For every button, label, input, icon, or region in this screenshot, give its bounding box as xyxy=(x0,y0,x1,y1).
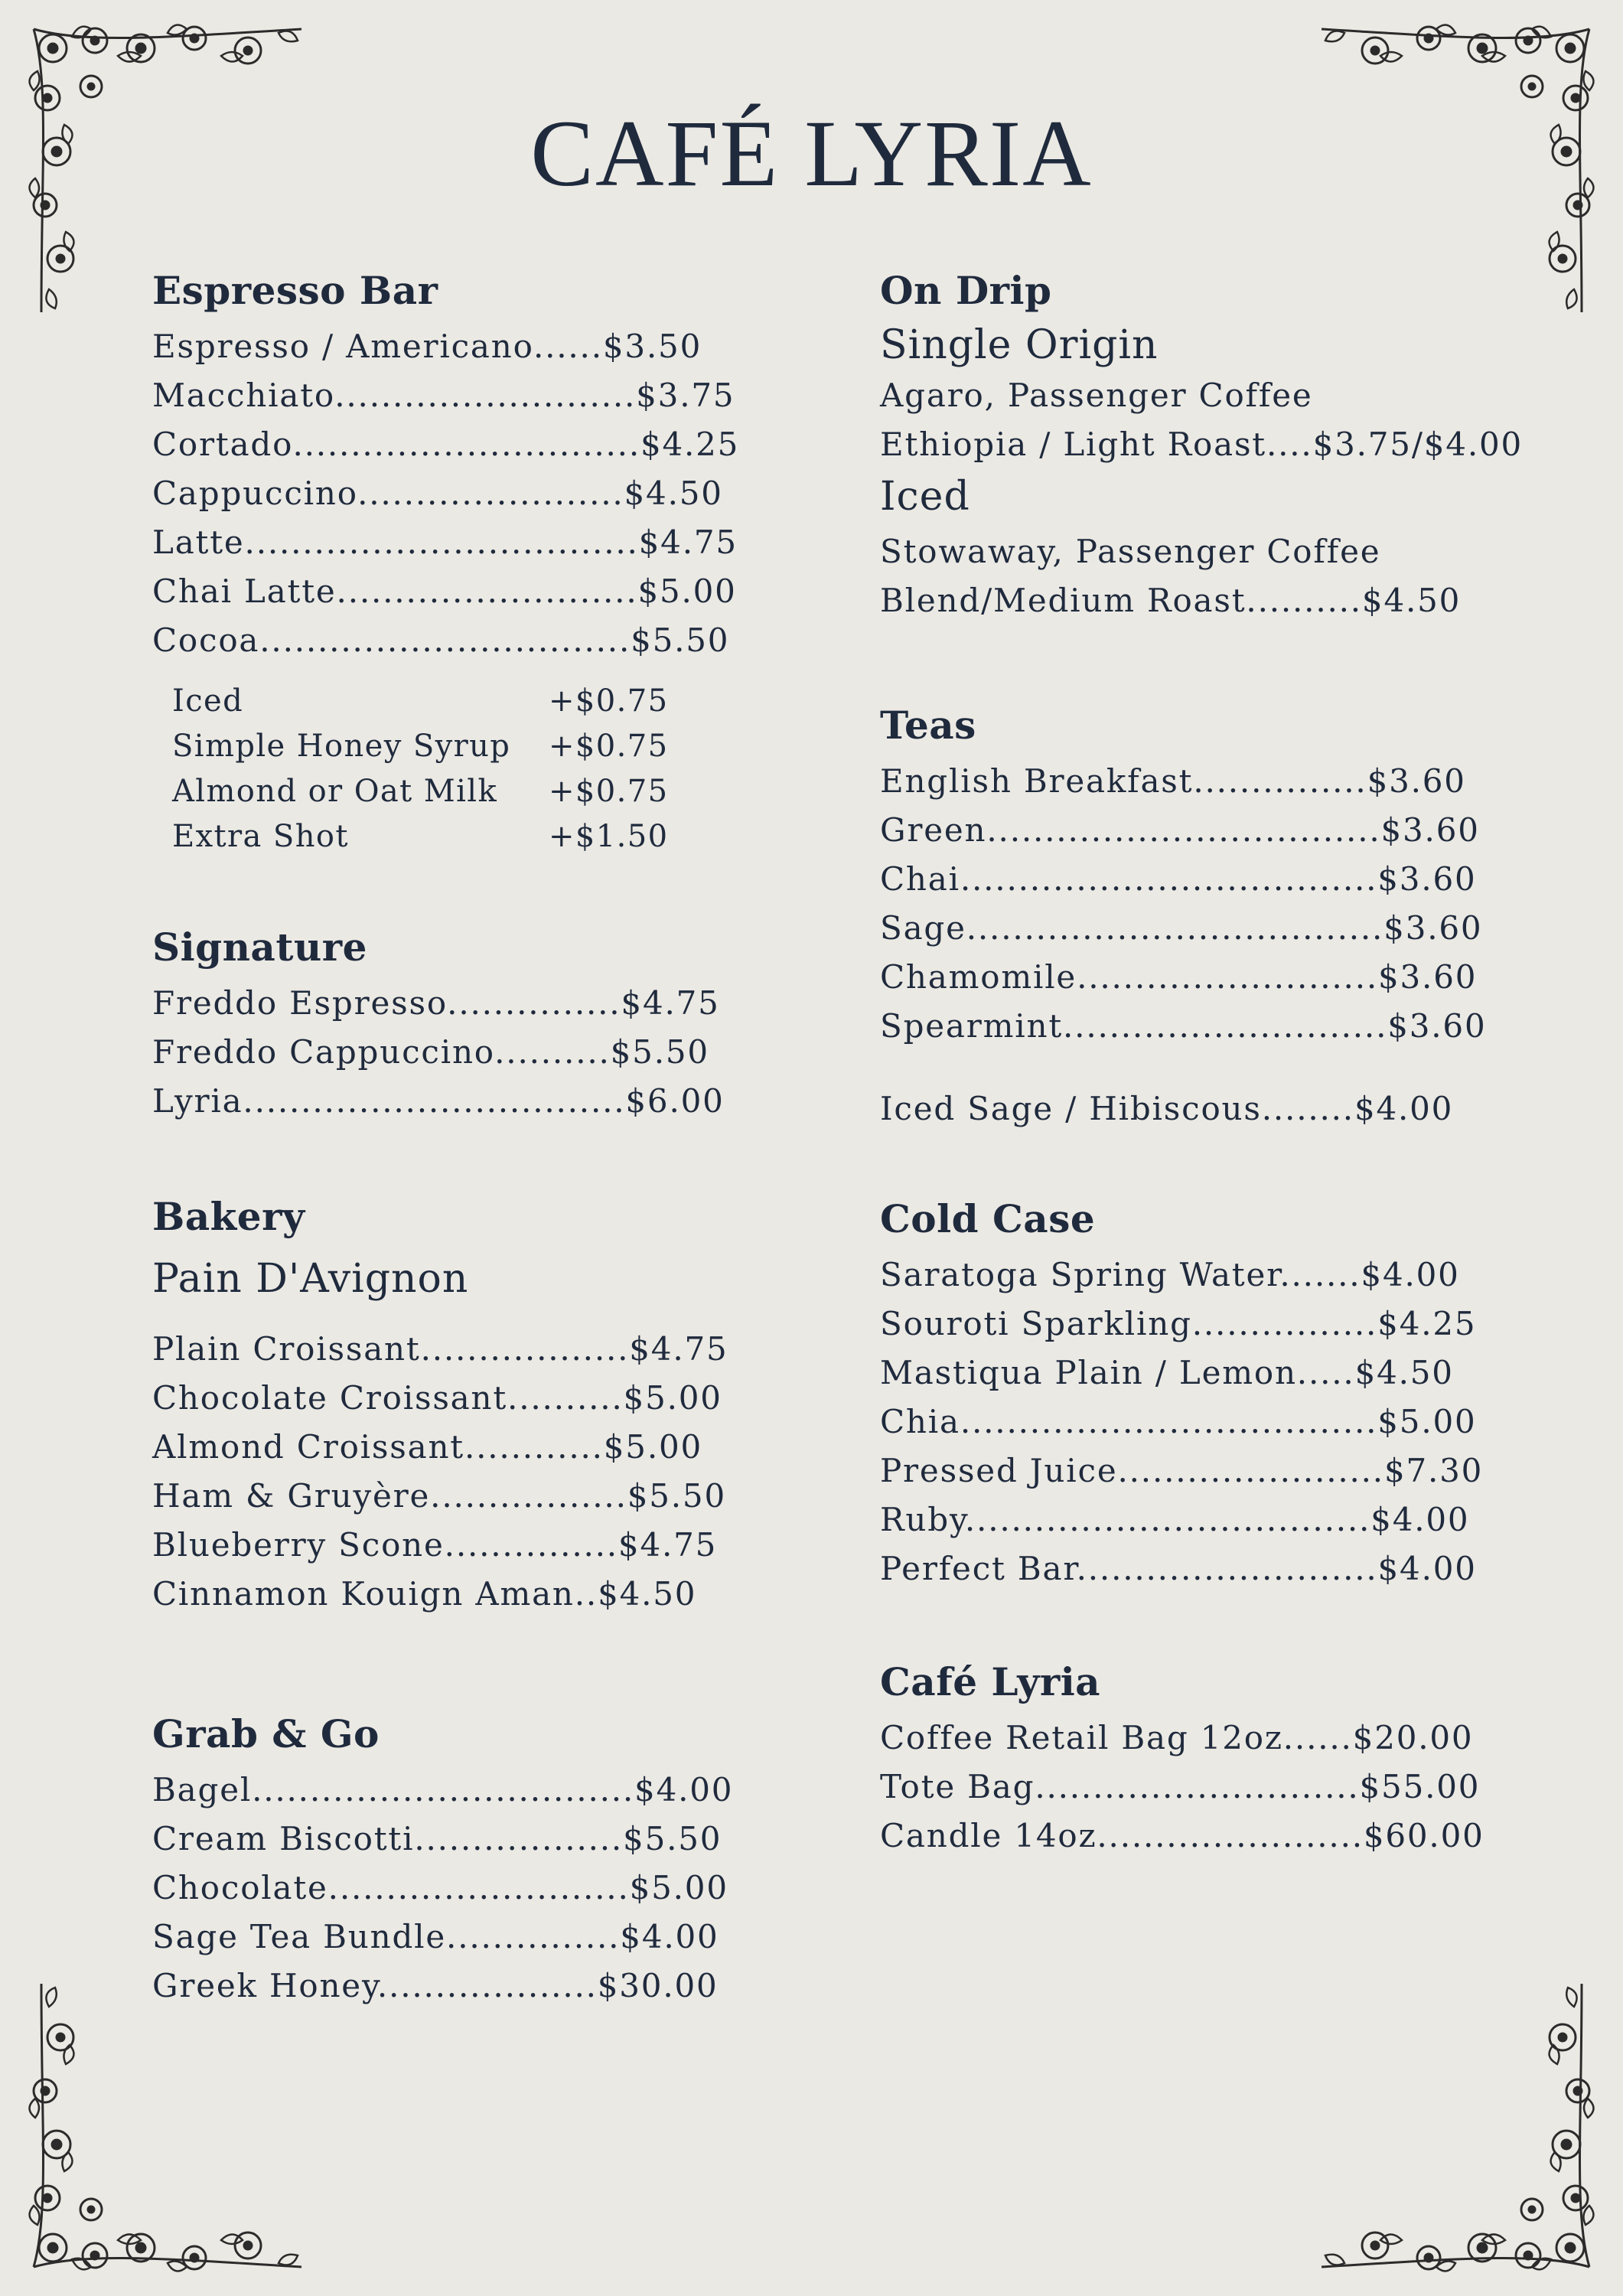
menu-item: Pressed Juice.......................$7.30 xyxy=(880,1452,1484,1489)
addon-name: Extra Shot xyxy=(172,819,349,854)
section-title: Espresso Bar xyxy=(152,268,438,313)
menu-item: Spearmint............................$3.60 xyxy=(880,1007,1487,1045)
signature-section xyxy=(152,925,734,1126)
grab-and-go-section xyxy=(152,1711,734,2011)
addon-row xyxy=(152,679,734,724)
iced-title: Iced xyxy=(880,474,970,520)
menu-item: Chai Latte..........................$5.00 xyxy=(152,572,737,610)
menu-item: Cocoa................................$5.50 xyxy=(152,621,730,659)
menu-item: Lyria.................................$6.00 xyxy=(152,1082,725,1120)
cafe-lyria-section xyxy=(880,1659,1553,1861)
section-subtitle: Pain D'Avignon xyxy=(152,1256,469,1302)
menu-item: Cortado..............................$4.25 xyxy=(152,426,740,463)
addon-row xyxy=(152,769,734,814)
addon-name: Iced xyxy=(172,683,244,719)
menu-item: Macchiato..........................$3.75 xyxy=(152,377,735,414)
menu-item: Sage Tea Bundle...............$4.00 xyxy=(152,1918,719,1955)
menu-item: Ham & Gruyère.................$5.50 xyxy=(152,1477,726,1515)
addon-name: Almond or Oat Milk xyxy=(172,774,498,809)
menu-item: Green..................................$3.60 xyxy=(880,811,1480,849)
section-title: Grab & Go xyxy=(152,1711,380,1756)
section-title: On Drip xyxy=(880,268,1052,313)
teas-section xyxy=(880,703,1553,1133)
addon-row xyxy=(152,814,734,859)
bakery-section xyxy=(152,1194,734,1619)
page-title: CAFÉ LYRIA xyxy=(530,101,1093,206)
section-title: Teas xyxy=(880,703,976,748)
menu-item: Chia....................................$5.00 xyxy=(880,1403,1477,1440)
section-title: Café Lyria xyxy=(880,1659,1101,1704)
menu-item: Tote Bag............................$55.00 xyxy=(880,1768,1481,1805)
addon-price: +$1.50 xyxy=(549,819,669,854)
menu-item: Freddo Espresso...............$4.75 xyxy=(152,984,720,1022)
menu-item: Chocolate..........................$5.00 xyxy=(152,1869,728,1906)
menu-item: Iced Sage / Hibiscous........$4.00 xyxy=(880,1090,1454,1127)
on-drip-section xyxy=(880,268,1553,625)
menu-item: Saratoga Spring Water.......$4.00 xyxy=(880,1256,1460,1293)
addon-price: +$0.75 xyxy=(549,683,669,719)
floral-corner-icon xyxy=(18,1976,309,2282)
menu-item: Chamomile..........................$3.60 xyxy=(880,958,1478,996)
menu-item: English Breakfast...............$3.60 xyxy=(880,762,1466,800)
menu-item: Chocolate Croissant..........$5.00 xyxy=(152,1379,722,1417)
section-title: Signature xyxy=(152,925,367,970)
menu-item: Souroti Sparkling................$4.25 xyxy=(880,1305,1477,1342)
menu-item: Cream Biscotti..................$5.50 xyxy=(152,1820,722,1857)
menu-item: Perfect Bar..........................$4.00 xyxy=(880,1550,1477,1587)
menu-item: Sage....................................$3.60 xyxy=(880,909,1483,947)
menu-item: Latte..................................$4.75 xyxy=(152,523,738,561)
menu-item: Mastiqua Plain / Lemon.....$4.50 xyxy=(880,1354,1454,1391)
single-origin-title: Single Origin xyxy=(880,322,1159,368)
cold-case-section xyxy=(880,1196,1553,1593)
menu-item: Stowaway, Passenger Coffee xyxy=(880,533,1381,570)
menu-item: Chai....................................$3.60 xyxy=(880,860,1477,898)
espresso-bar-section xyxy=(152,268,740,859)
menu-item: Cinnamon Kouign Aman..$4.50 xyxy=(152,1575,697,1613)
menu-item: Ethiopia / Light Roast....$3.75/$4.00 xyxy=(880,426,1524,463)
menu-item: Cappuccino.......................$4.50 xyxy=(152,475,723,512)
menu-item: Bagel.................................$4.00 xyxy=(152,1771,734,1808)
section-title: Cold Case xyxy=(880,1196,1096,1241)
menu-item: Greek Honey...................$30.00 xyxy=(152,1967,719,2004)
addon-name: Simple Honey Syrup xyxy=(172,729,511,764)
addon-row xyxy=(152,724,734,769)
menu-item: Blend/Medium Roast..........$4.50 xyxy=(880,582,1462,619)
addon-price: +$0.75 xyxy=(549,729,669,764)
floral-corner-icon xyxy=(1314,1976,1605,2282)
menu-item: Blueberry Scone...............$4.75 xyxy=(152,1526,718,1564)
menu-item: Almond Croissant............$5.00 xyxy=(152,1428,703,1466)
addon-price: +$0.75 xyxy=(549,774,669,809)
menu-item: Ruby...................................$4.00 xyxy=(880,1501,1470,1538)
menu-item: Freddo Cappuccino..........$5.50 xyxy=(152,1033,709,1071)
menu-item: Candle 14oz.......................$60.00 xyxy=(880,1817,1484,1854)
menu-item: Espresso / Americano......$3.50 xyxy=(152,328,702,365)
section-title: Bakery xyxy=(152,1194,305,1239)
menu-item: Agaro, Passenger Coffee xyxy=(880,377,1313,414)
menu-item: Plain Croissant..................$4.75 xyxy=(152,1330,728,1368)
menu-item: Coffee Retail Bag 12oz......$20.00 xyxy=(880,1719,1474,1756)
